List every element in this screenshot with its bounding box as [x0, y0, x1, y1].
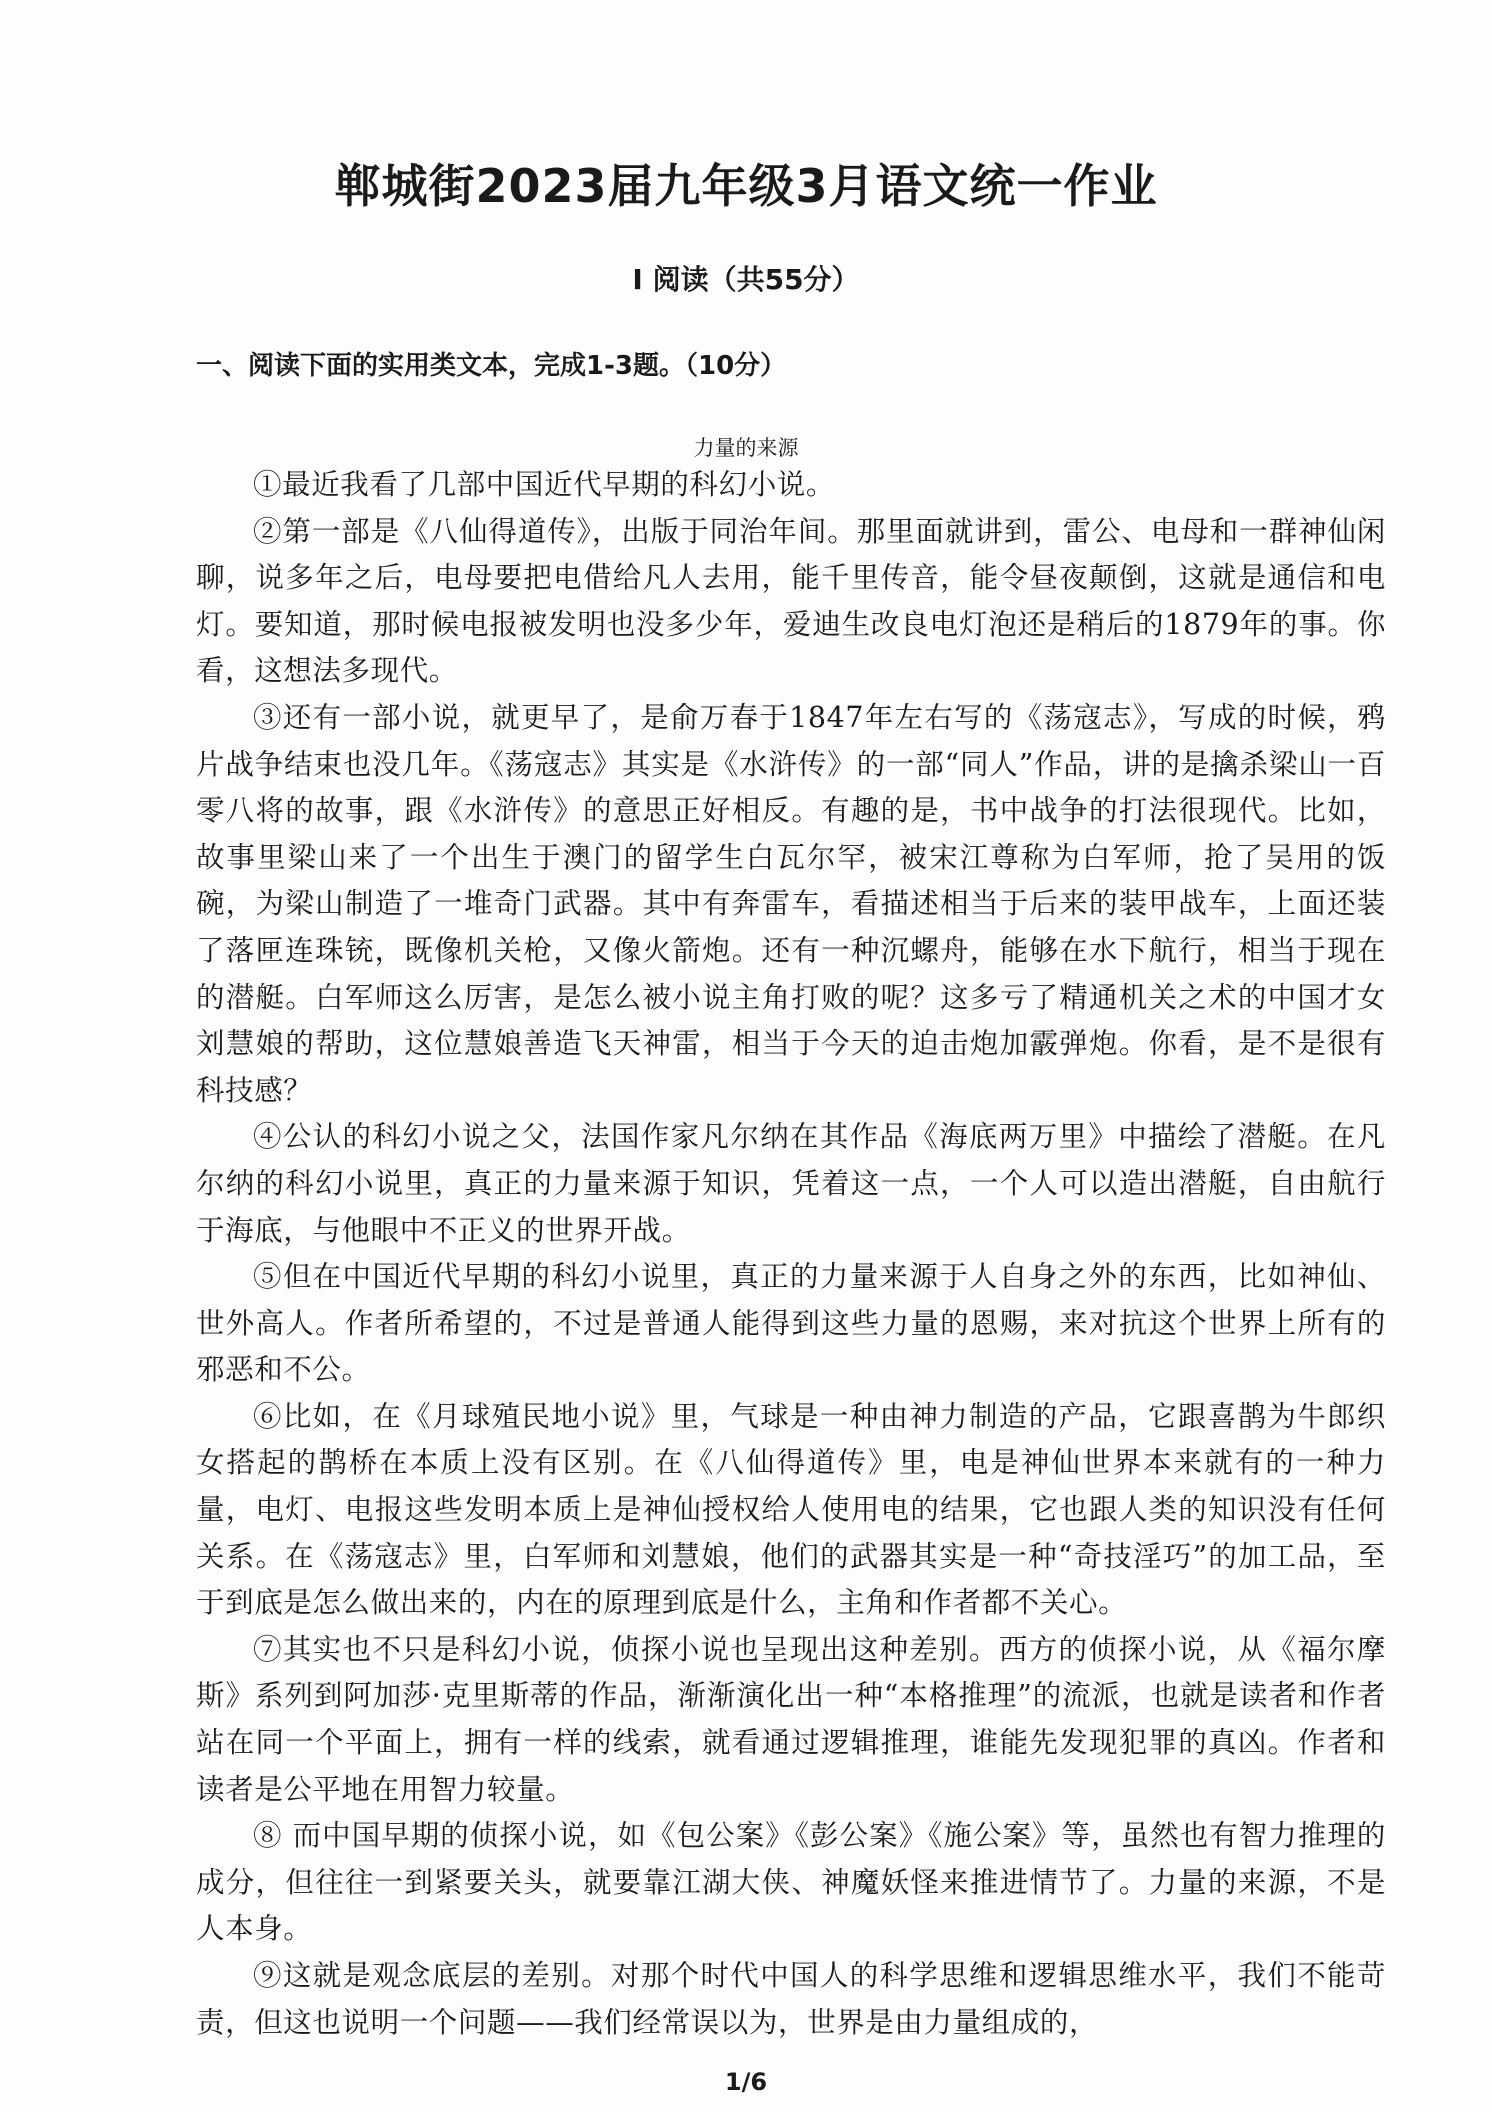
- paragraph-8: ⑧ 而中国早期的侦探小说，如《包公案》《彭公案》《施公案》等，虽然也有智力推理的成分，但往往一到紧要关头，就要靠江湖大侠、神魔妖怪来推进情节了。力量的来源，不是人本身。: [196, 1819, 1386, 1946]
- paragraph-4: ④公认的科幻小说之父，法国作家凡尔纳在其作品《海底两万里》中描绘了潜艇。在凡尔纳的科幻小说里，真正的力量来源于知识，凭着这一点，一个人可以造出潜艇，自由航行于海底，与他眼中不正义的世界开战。: [196, 1120, 1386, 1247]
- exam-title: 郸城街2023届九年级3月语文统一作业: [334, 159, 1158, 213]
- article-title: 力量的来源: [693, 436, 799, 460]
- section-heading: Ⅰ 阅读（共55分）: [632, 263, 860, 296]
- paragraph-6: ⑥比如，在《月球殖民地小说》里，气球是一种由神力制造的产品，它跟喜鹊为牛郎织女搭起的鹊桥在本质上没有区别。在《八仙得道传》里，电是神仙世界本来就有的一种力量，电灯、电报这些发明本质上是神仙授权给人使用电的结果，它也跟人类的知识没有任何关系。在《荡寇志》里，白军师和刘慧娘，他们的武器其实是一种“奇技淫巧”的加工品，至于到底是怎么做出来的，内在的原理到底是什么，主角和作者都不关心。: [196, 1399, 1386, 1620]
- page-number: 1/6: [724, 2068, 768, 2096]
- paragraph-3: ③还有一部小说，就更早了，是俞万春于1847年左右写的《荡寇志》，写成的时候，鸦片战争结束也没几年。《荡寇志》其实是《水浒传》的一部“同人”作品，讲的是擒杀梁山一百零八将的故事，跟《水浒传》的意思正好相反。有趣的是，书中战争的打法很现代。比如，故事里梁山来了一个出生于澳门的留学生白瓦尔罕，被宋江尊称为白军师，抢了吴用的饭碗，为梁山制造了一堆奇门武器。其中有奔雷车，看描述相当于后来的装甲战车，上面还装了落匣连珠铳，既像机关枪，又像火箭炮。还有一种沉螺舟，能够在水下航行，相当于现在的潜艇。白军师这么厉害，是怎么被小说主角打败的呢？这多亏了精通机关之术的中国才女刘慧娘的帮助，这位慧娘善造飞天神雷，相当于今天的迫击炮加霰弹炮。你看，是不是很有科技感？: [196, 700, 1386, 1107]
- paragraph-5: ⑤但在中国近代早期的科幻小说里，真正的力量来源于人自身之外的东西，比如神仙、世外高人。作者所希望的，不过是普通人能得到这些力量的恩赐，来对抗这个世界上所有的邪恶和不公。: [196, 1260, 1386, 1387]
- paragraph-7: ⑦其实也不只是科幻小说，侦探小说也呈现出这种差别。西方的侦探小说，从《福尔摩斯》系列到阿加莎·克里斯蒂的作品，渐渐演化出一种“本格推理”的流派，也就是读者和作者站在同一个平面上，拥有一样的线索，就看通过逻辑推理，谁能先发现犯罪的真凶。作者和读者是公平地在用智力较量。: [196, 1632, 1386, 1806]
- paragraph-2: ②第一部是《八仙得道传》，出版于同治年间。那里面就讲到，雷公、电母和一群神仙闲聊，说多年之后，电母要把电借给凡人去用，能千里传音，能令昼夜颠倒，这就是通信和电灯。要知道，那时候电报被发明也没多少年，爱迪生改良电灯泡还是稍后的1879年的事。你看，这想法多现代。: [196, 514, 1386, 688]
- article-body: [196, 462, 1386, 2046]
- paragraph-1: ①最近我看了几部中国近代早期的科幻小说。: [253, 468, 836, 501]
- question-instruction: 一、阅读下面的实用类文本，完成1-3题。（10分）: [196, 351, 787, 381]
- paragraph-9: ⑨这就是观念底层的差别。对那个时代中国人的科学思维和逻辑思维水平，我们不能苛责，但这也说明一个问题——我们经常误以为，世界是由力量组成的，: [196, 1959, 1386, 2039]
